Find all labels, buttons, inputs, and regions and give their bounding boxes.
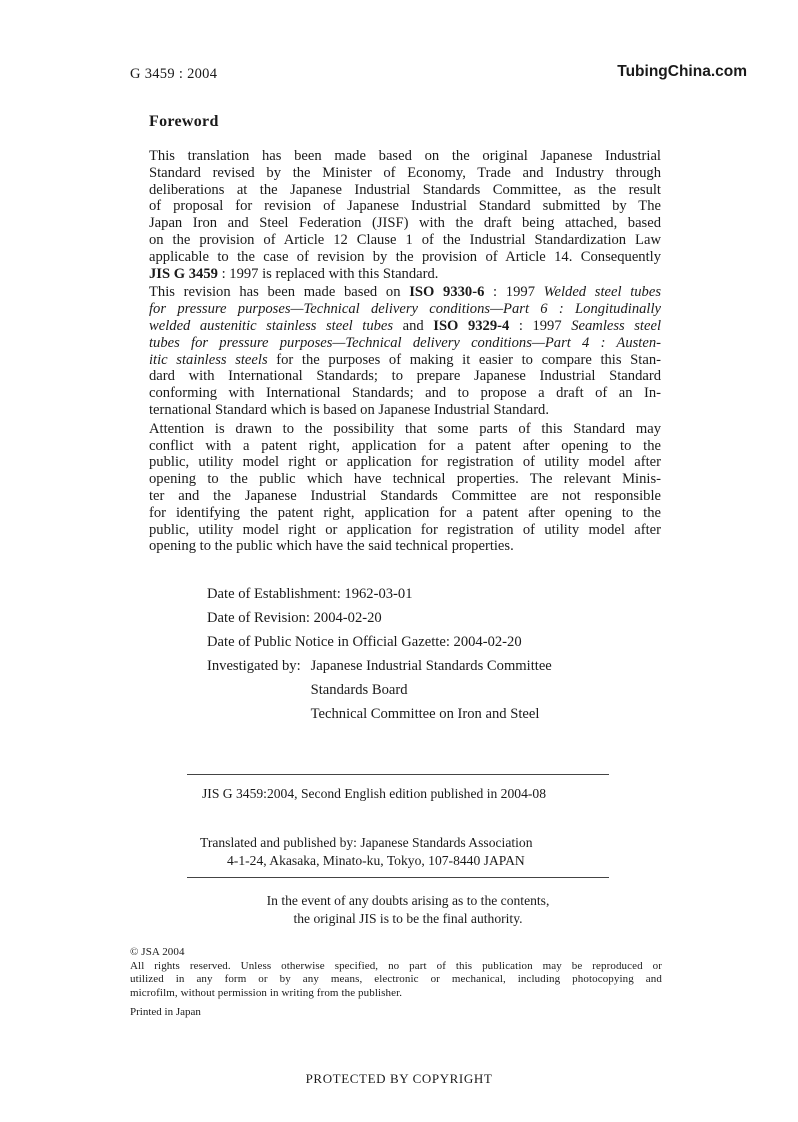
text-line: opening to the public which have technical properties. The relevant Minis-	[149, 471, 661, 488]
authority-line: In the event of any doubts arising as to the contents,	[266, 893, 550, 908]
dates-block	[207, 582, 552, 726]
text-line	[149, 301, 661, 318]
text-line: Standard revised by the Minister of Economy, Trade and Industry through	[149, 164, 661, 181]
page-title: Foreword	[149, 113, 219, 130]
text-line: Attention is drawn to the possibility that some parts of this Standard may	[149, 420, 661, 437]
text-run: for the purposes of making it easier to compare this Stan-	[267, 351, 661, 368]
copyright-line: microfilm, without permission in writing from the publisher.	[130, 986, 403, 999]
text-line: for identifying the patent right, application for a patent after opening to the	[149, 504, 661, 521]
text-line: public, utility model right or application for registration of utility model after	[149, 521, 661, 538]
watermark-text: TubingChina.com	[617, 63, 747, 80]
text-line: This translation has been made based on the original Japanese Industrial	[149, 148, 661, 164]
text-run: : 1997	[509, 317, 572, 334]
paragraph-3	[149, 421, 661, 555]
investigated-item: Japanese Industrial Standards Committee	[310, 658, 552, 674]
publisher-line: Translated and published by: Japanese Standards Association	[200, 835, 533, 850]
divider	[187, 877, 609, 878]
text-line	[149, 266, 661, 283]
revision-date: 2004-02-20	[313, 610, 382, 626]
investigated-row	[207, 654, 552, 726]
standard-title: tubes for pressure purposes—Technical delivery conditions—Part 4 : Austen-	[149, 334, 661, 351]
copyright-mark: © JSA 2004	[130, 946, 185, 958]
text-run: and	[393, 317, 434, 334]
standard-ref: JIS G 3459	[149, 265, 218, 282]
copyright-line: All rights reserved. Unless otherwise specified, no part of this publication may be reproduced or	[130, 959, 662, 972]
authority-line: the original JIS is to be the final authority.	[293, 911, 523, 926]
authority-note	[198, 892, 618, 928]
standard-title: welded austenitic stainless steel tubes	[149, 317, 394, 334]
text-line: applicable to the case of revision by the provision of Article 14. Consequently	[149, 248, 661, 265]
notice-date: 2004-02-20	[453, 634, 522, 650]
paragraph-1	[149, 148, 661, 282]
copyright-block	[130, 946, 662, 1000]
standard-title: Welded steel tubes	[543, 284, 662, 301]
foreword-body	[149, 148, 661, 555]
text-line	[149, 284, 661, 301]
divider	[187, 774, 609, 775]
text-line: of proposal for revision of Japanese Industrial Standard submitted by The	[149, 198, 661, 215]
establishment-row	[207, 582, 552, 606]
document-id: G 3459 : 2004	[130, 66, 218, 82]
text-line: deliberations at the Japanese Industrial Standards Committee, as the result	[149, 181, 661, 198]
establishment-label: Date of Establishment:	[207, 586, 341, 602]
text-line: dard with International Standards; to prepare Japanese Industrial Standard	[149, 368, 661, 385]
notice-label: Date of Public Notice in Official Gazette:	[207, 634, 450, 650]
text-line: ter and the Japanese Industrial Standards Committee are not responsible	[149, 487, 661, 504]
text-line: opening to the public which have the said technical properties.	[149, 538, 514, 555]
text-line: conflict with a patent right, application for a patent after opening to the	[149, 437, 661, 454]
revision-label: Date of Revision:	[207, 610, 310, 626]
standard-title: Seamless steel	[571, 317, 661, 334]
investigated-label: Investigated by:	[207, 658, 301, 674]
copyright-line: utilized in any form or by any means, electronic or mechanical, including photocopying and	[130, 973, 662, 986]
revision-row	[207, 606, 552, 630]
paragraph-2	[149, 284, 661, 418]
text-run: This revision has been made based on	[149, 284, 410, 301]
text-line	[149, 318, 661, 335]
text-line	[149, 352, 661, 369]
text-line: conforming with International Standards; and to propose a draft of an In-	[149, 385, 661, 402]
standard-title: for pressure purposes—Technical delivery conditions—Part 6 : Longitudinally	[149, 301, 661, 318]
standard-title: itic stainless steels	[149, 351, 268, 368]
publisher-address: 4-1-24, Akasaka, Minato-ku, Tokyo, 107-8440 JAPAN	[227, 853, 525, 868]
text-line	[149, 335, 661, 352]
text-line: on the provision of Article 12 Clause 1 of the Industrial Standardization Law	[149, 231, 661, 248]
notice-row	[207, 630, 552, 654]
standard-ref: ISO 9329-4	[433, 317, 510, 334]
text-run: : 1997 is replaced with this Standard.	[217, 265, 439, 282]
publisher-block	[200, 834, 600, 870]
investigated-item: Standards Board	[310, 682, 408, 698]
copyright-footer: PROTECTED BY COPYRIGHT	[305, 1071, 493, 1086]
text-line: Japan Iron and Steel Federation (JISF) with the draft being attached, based	[149, 215, 661, 232]
standard-ref: ISO 9330-6	[409, 284, 485, 301]
text-line: ternational Standard which is based on Japanese Industrial Standard.	[149, 401, 550, 418]
investigated-list	[311, 654, 552, 726]
establishment-date: 1962-03-01	[344, 586, 413, 602]
printed-in: Printed in Japan	[130, 1006, 201, 1018]
edition-note: JIS G 3459:2004, Second English edition published in 2004-08	[202, 786, 546, 801]
text-line: public, utility model right or application for registration of utility model after	[149, 454, 661, 471]
text-run: : 1997	[484, 284, 544, 301]
investigated-item: Technical Committee on Iron and Steel	[310, 706, 540, 722]
